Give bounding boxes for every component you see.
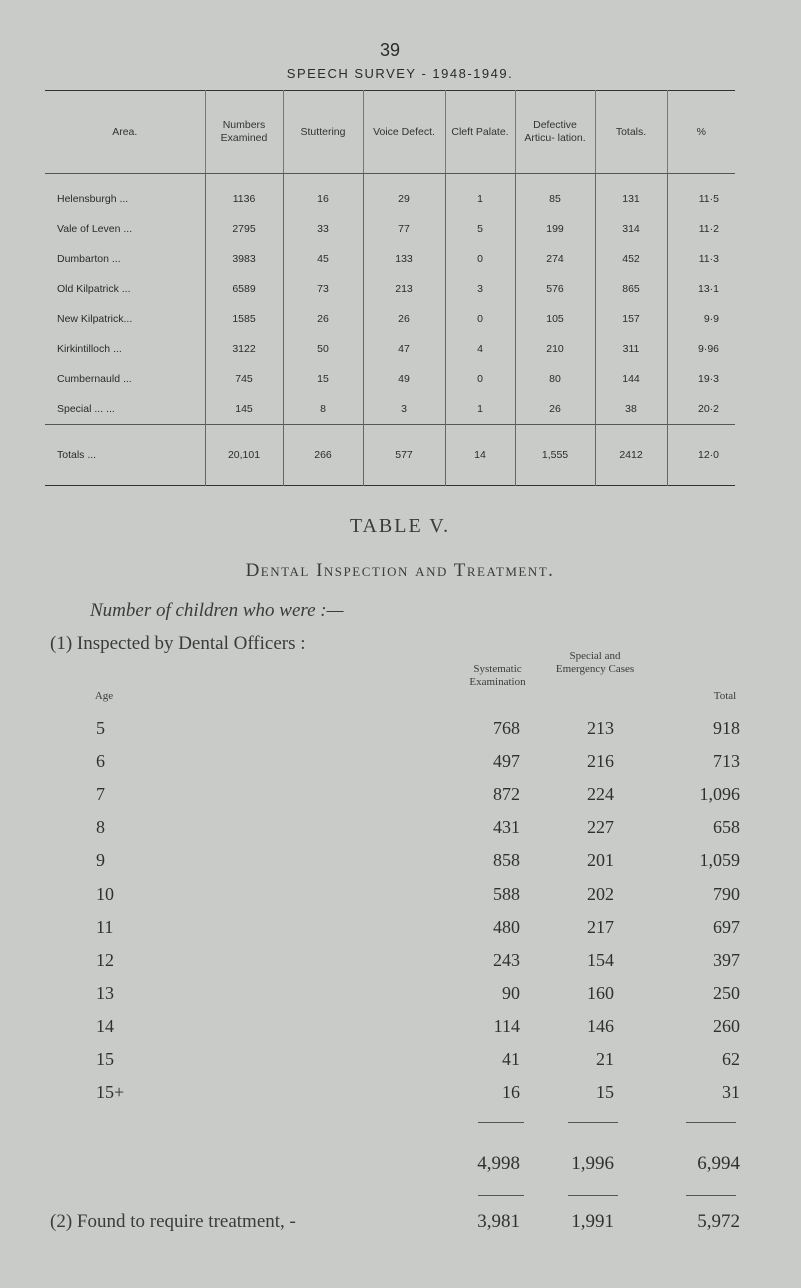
dental-cell-total: 658: [713, 817, 740, 838]
table-row: [45, 274, 735, 304]
dental-cell-special: 160: [587, 982, 614, 1003]
table-row: [45, 214, 735, 244]
cell-examined: 745: [205, 364, 283, 394]
dental-cell-age: 12: [96, 949, 114, 970]
table-row: [45, 184, 735, 214]
cell-articulation: 105: [515, 304, 595, 334]
cell-area: Totals ...: [45, 424, 205, 485]
cell-total: 865: [595, 274, 667, 304]
dental-row: [0, 950, 801, 976]
dental-cell-systematic: 480: [493, 916, 520, 937]
dental-cell-special: 213: [587, 718, 614, 738]
cell-percent: 20·2: [667, 394, 735, 425]
cell-cleft-palate: 0: [445, 244, 515, 274]
cell-total: 314: [595, 214, 667, 244]
dental-cell-age: 15: [96, 1049, 114, 1069]
cell-percent: 12·0: [667, 424, 735, 485]
cell-percent: 11·3: [667, 244, 735, 274]
cell-total: 131: [595, 184, 667, 214]
found-special: 1,991: [571, 1211, 614, 1232]
page-number: 39: [379, 40, 401, 60]
speech-survey-table: [45, 90, 735, 486]
cell-area: Cumbernauld ...: [57, 372, 132, 385]
dental-cell-systematic: 431: [493, 817, 520, 838]
cell-articulation: 199: [515, 214, 595, 244]
dental-cell-age: 6: [96, 751, 105, 772]
header-percent: %: [667, 91, 735, 174]
dental-cell-systematic: 497: [493, 751, 520, 772]
cell-area: Dumbarton ...: [57, 252, 121, 265]
dental-cell-age: 7: [96, 784, 105, 805]
cell-stuttering: 50: [283, 334, 363, 364]
cell-articulation: 210: [515, 334, 595, 364]
cell-area: Special ... ...: [57, 402, 115, 415]
cell-articulation: 1,555: [515, 424, 595, 485]
header-cleft-palate: Cleft Palate.: [445, 91, 515, 174]
dental-cell-age: 5: [96, 718, 105, 738]
cell-stuttering: 45: [283, 244, 363, 274]
cell-examined: 145: [205, 394, 283, 425]
table-v-title: TABLE V.: [349, 515, 451, 537]
found-treatment-row: [0, 1211, 801, 1237]
speech-table-body: [45, 174, 735, 486]
dental-cell-special: 15: [596, 1082, 614, 1103]
cell-area: Kirkintilloch ...: [57, 342, 122, 355]
cell-examined: 2795: [205, 214, 283, 244]
cell-stuttering: 8: [283, 394, 363, 425]
cell-voice-defect: 49: [363, 364, 445, 394]
cell-cleft-palate: 3: [445, 274, 515, 304]
dental-cell-total: 250: [713, 982, 740, 1003]
dental-cell-systematic: 90: [502, 982, 520, 1003]
cell-stuttering: 15: [283, 364, 363, 394]
table-spacer-row: [45, 174, 735, 184]
dental-cell-special: 202: [587, 883, 614, 904]
cell-voice-defect: 133: [363, 244, 445, 274]
dental-row: [0, 850, 801, 876]
cell-area: Vale of Leven ...: [57, 222, 133, 235]
dental-cell-total: 31: [722, 1082, 740, 1103]
dental-cell-systematic: 588: [493, 883, 520, 904]
speech-totals-row: [45, 424, 735, 485]
dental-cell-systematic: 768: [493, 718, 520, 738]
cell-voice-defect: 577: [363, 424, 445, 485]
cell-voice-defect: 47: [363, 334, 445, 364]
found-systematic: 3,981: [477, 1211, 520, 1232]
cell-area: Helensburgh ...: [57, 192, 129, 205]
cell-percent: 9·9: [667, 304, 735, 334]
sum-rule-special: [568, 1122, 618, 1123]
inspected-line: (1) Inspected by Dental Officers :: [50, 633, 306, 654]
cell-total: 144: [595, 364, 667, 394]
survey-title: SPEECH SURVEY - 1948-1949.: [286, 66, 514, 81]
dental-row: [0, 1016, 801, 1042]
dental-cell-total: 397: [713, 949, 740, 970]
dental-cell-special: 227: [587, 817, 614, 838]
dental-row: [0, 917, 801, 943]
cell-examined: 20,101: [205, 424, 283, 485]
dental-cell-special: 201: [587, 850, 614, 871]
cell-total: 311: [595, 334, 667, 364]
sum-rule-total: [686, 1122, 736, 1123]
dental-cell-special: 154: [587, 949, 614, 970]
dental-cell-age: 10: [96, 883, 114, 904]
cell-examined: 1585: [205, 304, 283, 334]
dental-cell-systematic: 41: [502, 1049, 520, 1069]
number-of-children-line: Number of children who were :—: [90, 600, 344, 621]
cell-total: 38: [595, 394, 667, 425]
dental-cell-age: 11: [96, 916, 114, 937]
cell-area: Old Kilpatrick ...: [57, 282, 131, 295]
dental-cell-systematic: 872: [493, 784, 520, 805]
dental-cell-total: 697: [713, 916, 740, 937]
cell-cleft-palate: 1: [445, 394, 515, 425]
found-rule-systematic: [478, 1195, 524, 1196]
cell-examined: 3122: [205, 334, 283, 364]
dental-cell-special: 21: [596, 1049, 614, 1069]
cell-percent: 9·96: [667, 334, 735, 364]
cell-articulation: 26: [515, 394, 595, 425]
header-stuttering: Stuttering: [283, 91, 363, 174]
cell-cleft-palate: 1: [445, 184, 515, 214]
found-rule-total: [686, 1195, 736, 1196]
found-treatment-label: (2) Found to require treatment, -: [50, 1211, 296, 1232]
cell-articulation: 576: [515, 274, 595, 304]
cell-voice-defect: 213: [363, 274, 445, 304]
cell-area: New Kilpatrick...: [57, 312, 133, 325]
cell-total: 157: [595, 304, 667, 334]
col-head-systematic: Systematic Examination: [469, 663, 526, 688]
cell-examined: 1136: [205, 184, 283, 214]
cell-cleft-palate: 0: [445, 364, 515, 394]
found-rule-special: [568, 1195, 618, 1196]
col-head-special: Special and Emergency Cases: [555, 650, 635, 675]
dental-cell-age: 9: [96, 850, 105, 871]
dental-cell-systematic: 243: [493, 949, 520, 970]
dental-row: [0, 1049, 801, 1075]
cell-articulation: 274: [515, 244, 595, 274]
table-row: [45, 394, 735, 425]
dental-cell-age: 14: [96, 1015, 114, 1036]
cell-stuttering: 73: [283, 274, 363, 304]
cell-articulation: 80: [515, 364, 595, 394]
header-area: Area.: [45, 91, 205, 174]
dental-cell-total: 918: [713, 718, 740, 738]
col-head-total: Total: [713, 690, 737, 702]
table-row: [45, 244, 735, 274]
totals-special: 1,996: [571, 1153, 614, 1174]
header-voice-defect: Voice Defect.: [363, 91, 445, 174]
cell-voice-defect: 26: [363, 304, 445, 334]
dental-totals-row: [0, 1153, 801, 1179]
header-numbers-examined: Numbers Examined: [205, 91, 283, 174]
cell-percent: 19·3: [667, 364, 735, 394]
cell-stuttering: 16: [283, 184, 363, 214]
dental-row: [0, 718, 801, 744]
cell-stuttering: 33: [283, 214, 363, 244]
dental-cell-total: 790: [713, 883, 740, 904]
dental-cell-special: 224: [587, 784, 614, 805]
cell-cleft-palate: 0: [445, 304, 515, 334]
dental-cell-total: 713: [713, 751, 740, 772]
dental-cell-systematic: 114: [493, 1015, 520, 1036]
dental-row: [0, 784, 801, 810]
dental-cell-age: 8: [96, 817, 105, 838]
totals-total: 6,994: [697, 1153, 740, 1174]
dental-cell-special: 217: [587, 916, 614, 937]
dental-cell-systematic: 858: [493, 850, 520, 871]
cell-percent: 11·5: [667, 184, 735, 214]
totals-systematic: 4,998: [477, 1153, 520, 1174]
dental-cell-special: 146: [587, 1015, 614, 1036]
cell-cleft-palate: 4: [445, 334, 515, 364]
dental-cell-total: 62: [722, 1049, 740, 1069]
cell-stuttering: 266: [283, 424, 363, 485]
cell-voice-defect: 77: [363, 214, 445, 244]
dental-row: [0, 817, 801, 843]
col-head-age: Age: [94, 690, 114, 702]
cell-total: 2412: [595, 424, 667, 485]
table-row: [45, 304, 735, 334]
table-v-subtitle: Dental Inspection and Treatment.: [245, 560, 555, 581]
cell-percent: 13·1: [667, 274, 735, 304]
table-row: [45, 364, 735, 394]
cell-percent: 11·2: [667, 214, 735, 244]
cell-voice-defect: 29: [363, 184, 445, 214]
header-totals: Totals.: [595, 91, 667, 174]
dental-cell-total: 260: [713, 1015, 740, 1036]
dental-cell-total: 1,059: [699, 850, 740, 871]
dental-row: [0, 983, 801, 1009]
dental-cell-special: 216: [587, 751, 614, 772]
dental-cell-systematic: 16: [502, 1082, 520, 1103]
speech-table-header: [45, 91, 735, 174]
cell-total: 452: [595, 244, 667, 274]
dental-cell-age: 15+: [96, 1082, 125, 1103]
cell-articulation: 85: [515, 184, 595, 214]
dental-row: [0, 1082, 801, 1108]
cell-examined: 3983: [205, 244, 283, 274]
cell-cleft-palate: 5: [445, 214, 515, 244]
dental-row: [0, 751, 801, 777]
cell-voice-defect: 3: [363, 394, 445, 425]
dental-cell-age: 13: [96, 982, 114, 1003]
dental-cell-total: 1,096: [699, 784, 740, 805]
sum-rule-systematic: [478, 1122, 524, 1123]
cell-examined: 6589: [205, 274, 283, 304]
dental-row: [0, 884, 801, 910]
header-defective-articulation: Defective Articu- lation.: [515, 91, 595, 174]
cell-cleft-palate: 14: [445, 424, 515, 485]
cell-stuttering: 26: [283, 304, 363, 334]
found-total: 5,972: [697, 1211, 740, 1232]
table-row: [45, 334, 735, 364]
